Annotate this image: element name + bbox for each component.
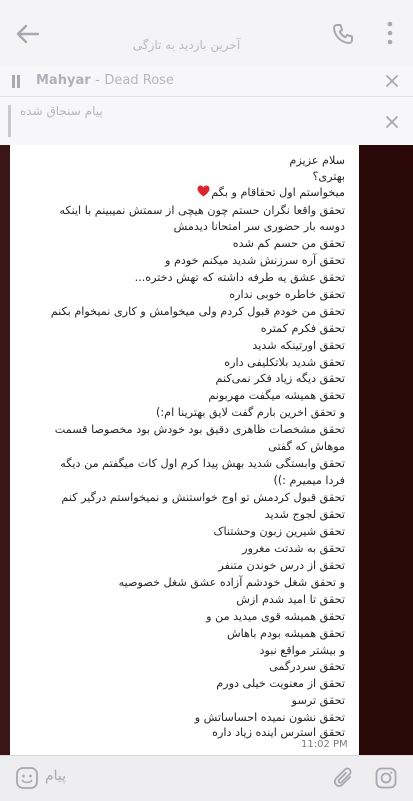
emoji-icon[interactable] — [15, 766, 39, 790]
message-text — [10, 145, 359, 755]
message-line: بهتری؟ — [312, 170, 345, 183]
track-separator: - — [95, 73, 100, 88]
more-vertical-icon[interactable] — [385, 20, 395, 46]
phone-icon[interactable] — [331, 22, 355, 46]
message-line: تحقق واقعا نگران حستم چون هیچی از سمتش نمیبینم با اینکه — [59, 204, 345, 217]
message-line: تحقق لجوج شدید — [264, 508, 345, 521]
message-line: تحقق ترسو — [291, 694, 345, 707]
close-icon[interactable] — [385, 115, 399, 129]
message-line: تحقق همیشه بودم باهاش — [226, 627, 345, 640]
track-artist: Mahyar — [36, 73, 91, 88]
message-line: تحقق دیگه زیاد فکر نمی‌کنم — [215, 372, 345, 385]
message-line: تحقق تا امید شدم ازش — [236, 593, 345, 606]
message-line: تحقق به شدتت مغرور — [242, 542, 345, 555]
close-icon[interactable] — [385, 74, 399, 88]
message-line-text: میخواستم اول تحقاقام و بگم — [211, 186, 345, 199]
pause-icon[interactable] — [11, 75, 21, 88]
pinned-message-label: پیام سنجاق شده — [20, 104, 103, 118]
message-timestamp: 11:02 PM — [301, 739, 348, 750]
chat-background-right — [359, 145, 413, 755]
message-line — [195, 185, 345, 201]
heart-icon — [197, 185, 210, 197]
message-line: تحقق نشون نمیده احساساتش و — [194, 711, 345, 724]
chat-header — [0, 0, 413, 67]
message-input-bar — [0, 755, 413, 801]
message-line: تحقق شدید بلاتکلیفی داره — [224, 356, 345, 369]
message-line: تحقق فکرم کمتره — [260, 322, 345, 335]
camera-icon[interactable] — [374, 766, 398, 790]
message-line: تحقق سردرگمی — [269, 660, 345, 673]
message-line: تحقق همیشه میگفت مهربونم — [208, 389, 345, 402]
last-seen-status: آخرین بازدید به تازگی — [132, 38, 241, 52]
track-title: Dead Rose — [104, 73, 174, 88]
message-line: سلام عزیزم — [289, 154, 345, 167]
message-line: تحقق خاطره خوبی نداره — [229, 288, 345, 301]
message-line: فردا میمیرم :)) — [273, 474, 345, 487]
message-line: تحقق اورتینکه شدید — [252, 339, 345, 352]
message-line: تحقق همیشه قوی میدید من و — [206, 610, 345, 623]
message-line: تحقق آره سرزنش شدید میکنم خودم و — [165, 254, 345, 267]
message-line: تحقق من خودم قبول کردم ولی میخوامش و کاری نمیخوام بکنم — [50, 305, 345, 318]
message-line: موهاش که گفتی — [268, 440, 345, 453]
message-line: و تحقق شغل خودشم آزاده عشق شغل خصوصیه — [118, 576, 345, 589]
message-bubble[interactable] — [10, 145, 359, 755]
message-line: تحقق از معنویت خیلی دورم — [216, 677, 345, 690]
message-line: تحقق وابستگی شدید بهش پیدا کرم اول کات میگفتم من دیگه — [60, 457, 345, 470]
message-line: و بیشتر مواقع نبود — [259, 644, 345, 657]
message-line: تحقق از درس خوندن متنفر — [218, 559, 345, 572]
message-line: تحقق مشخصات ظاهری دقیق بود خودش بود مخصوصا قسمت — [54, 423, 345, 436]
message-line: و تحقق اخرین بارم گفت لایق بهترینا ام:) — [156, 406, 345, 419]
message-input[interactable]: پیام — [45, 768, 67, 784]
message-line: تحقق شیرین زبون وحشتناک — [213, 525, 345, 538]
message-line: تحقق عشق یه طرفه داشته که تهش دختره... — [134, 271, 345, 284]
back-arrow-icon[interactable] — [14, 20, 42, 48]
message-line: تحقق من حسم کم شده — [232, 237, 345, 250]
now-playing[interactable] — [36, 73, 174, 88]
message-line: دوسه بار حضوری سر امتحانا دیدمش — [173, 220, 345, 233]
music-player-bar[interactable] — [0, 66, 413, 97]
attach-icon[interactable] — [333, 766, 355, 790]
message-line: تحقق استرس اینده زیاد داره — [212, 726, 345, 739]
chat-area — [0, 145, 413, 755]
chat-background-left — [0, 145, 10, 755]
message-line: تحقق قبول کردمش تو اوج خواستنش و نمیخواستم درگیر کنم — [61, 491, 345, 504]
pinned-accent-line — [8, 105, 11, 137]
pinned-message-bar[interactable] — [0, 97, 413, 146]
